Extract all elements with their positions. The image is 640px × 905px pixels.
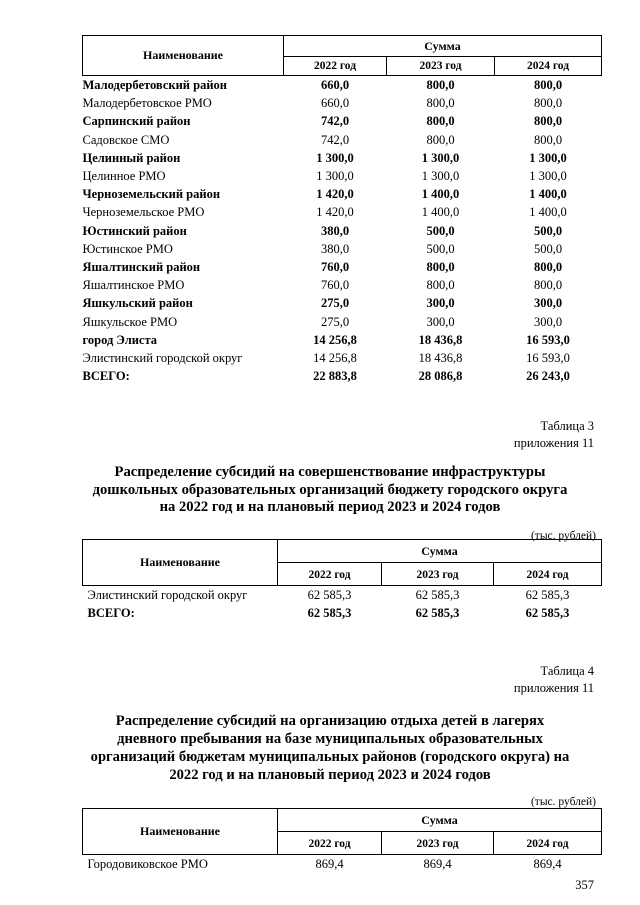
row-value: 28 086,8	[418, 369, 463, 384]
table-row	[83, 112, 602, 130]
subsidy-table-1	[82, 35, 602, 385]
row-value: 800,0	[426, 96, 455, 111]
row-value: 62 585,3	[415, 606, 460, 621]
column-header-year: 2023 год	[382, 832, 494, 855]
table-row	[83, 367, 602, 385]
column-header-year: 2022 год	[278, 563, 382, 586]
table-row	[83, 586, 602, 605]
row-name: Яшкульское РМО	[82, 314, 178, 329]
section-title	[60, 464, 600, 517]
column-header-sum: Сумма	[278, 809, 602, 832]
table-row	[83, 313, 602, 331]
column-header-name: Наименование	[83, 809, 278, 855]
row-name: Юстинское РМО	[82, 241, 173, 256]
table-body	[83, 855, 602, 874]
row-value: 760,0	[320, 260, 350, 275]
row-value: 62 585,3	[307, 606, 352, 621]
table-header	[83, 540, 602, 586]
table-row	[83, 331, 602, 349]
row-name: Элистинский городской округ	[82, 351, 243, 366]
column-header-year: 2023 год	[387, 57, 495, 76]
row-value: 500,0	[426, 223, 455, 238]
row-value: 800,0	[533, 96, 563, 111]
table-row	[83, 167, 602, 185]
row-name: ВСЕГО:	[82, 369, 130, 384]
title-line: Распределение субсидий на организацию отдыха детей в лагерях	[115, 713, 545, 729]
row-name: Яшалтинский район	[82, 260, 201, 275]
row-value: 62 585,3	[307, 588, 352, 602]
row-value: 742,0	[320, 114, 350, 129]
table-header	[83, 809, 602, 855]
table-row	[83, 276, 602, 294]
column-header-sum: Сумма	[284, 36, 602, 57]
row-value: 275,0	[320, 314, 350, 329]
row-name: Юстинский район	[82, 223, 187, 238]
column-header-year: 2024 год	[495, 57, 602, 76]
row-value: 16 593,0	[526, 332, 570, 347]
subsidy-table-4	[82, 808, 602, 873]
table-row	[83, 349, 602, 367]
table-row	[83, 604, 602, 622]
row-value: 800,0	[426, 114, 455, 129]
row-value: 26 243,0	[526, 369, 570, 384]
row-value: 300,0	[533, 296, 563, 311]
row-name: Черноземельский район	[82, 187, 221, 202]
row-value: 300,0	[533, 314, 563, 329]
column-header-sum: Сумма	[278, 540, 602, 563]
row-value: 275,0	[320, 296, 350, 311]
row-value: 18 436,8	[418, 332, 463, 347]
row-value: 16 593,0	[526, 351, 570, 366]
row-value: 800,0	[426, 78, 455, 92]
row-value: 1 420,0	[316, 187, 354, 202]
row-name: Яшалтинское РМО	[82, 278, 185, 293]
row-value: 742,0	[320, 132, 350, 147]
row-value: 869,4	[423, 857, 452, 871]
title-line: 2022 год и на плановый период 2023 и 2024 годов	[169, 767, 491, 783]
table-row	[83, 76, 602, 95]
row-value: 500,0	[426, 241, 455, 256]
table-body	[83, 586, 602, 623]
table-row	[83, 203, 602, 221]
row-value: 500,0	[533, 223, 563, 238]
row-value: 800,0	[533, 78, 563, 92]
subsidy-table-3	[82, 539, 602, 622]
column-header-year: 2022 год	[278, 832, 382, 855]
column-header-name: Наименование	[83, 36, 284, 76]
row-value: 869,4	[533, 857, 562, 871]
row-value: 1 400,0	[529, 205, 567, 220]
row-name: Садовское СМО	[82, 132, 170, 147]
row-value: 1 300,0	[421, 169, 460, 184]
title-line: дневного пребывания на базе муниципальных образовательных	[117, 731, 543, 747]
table-row	[83, 855, 602, 874]
row-value: 300,0	[426, 296, 455, 311]
row-value: 62 585,3	[525, 588, 570, 602]
row-value: 800,0	[533, 114, 563, 129]
appendix-ref: приложения 11	[513, 681, 594, 695]
appendix-ref: приложения 11	[513, 436, 594, 450]
row-name: Черноземельское РМО	[82, 205, 205, 220]
row-value: 1 300,0	[529, 150, 567, 165]
row-value: 800,0	[533, 132, 563, 147]
row-value: 1 420,0	[316, 205, 354, 220]
row-value: 1 400,0	[421, 187, 460, 202]
column-header-year: 2022 год	[284, 57, 387, 76]
row-value: 62 585,3	[415, 588, 460, 602]
row-value: 18 436,8	[418, 351, 463, 366]
table-row	[83, 240, 602, 258]
row-name: Яшкульский район	[82, 296, 193, 311]
table-row	[83, 185, 602, 203]
row-name: Малодербетовское РМО	[82, 96, 212, 111]
row-value: 300,0	[426, 314, 455, 329]
table-number: Таблица 4	[540, 664, 594, 678]
table-caption	[514, 663, 594, 697]
row-value: 800,0	[426, 278, 455, 293]
unit-label: (тыс. рублей)	[530, 796, 596, 808]
column-header-year: 2024 год	[494, 832, 602, 855]
row-name: Городовиковское РМО	[87, 857, 208, 871]
table-body	[83, 76, 602, 386]
row-value: 800,0	[426, 260, 455, 275]
row-value: 800,0	[533, 260, 563, 275]
table-row	[83, 149, 602, 167]
table-row	[83, 222, 602, 240]
section-title	[60, 712, 600, 784]
row-name: город Элиста	[82, 332, 158, 347]
table-row	[83, 94, 602, 112]
table-number: Таблица 3	[540, 419, 594, 433]
column-header-year: 2024 год	[494, 563, 602, 586]
row-value: 1 300,0	[421, 150, 460, 165]
row-name: Целинное РМО	[82, 169, 166, 184]
row-value: 800,0	[533, 278, 563, 293]
row-value: 500,0	[533, 241, 563, 256]
row-value: 1 300,0	[529, 169, 567, 184]
row-value: 869,4	[315, 857, 344, 871]
row-value: 760,0	[320, 278, 350, 293]
row-name: Малодербетовский район	[82, 78, 227, 92]
row-value: 1 300,0	[316, 150, 354, 165]
unit-label: (тыс. рублей)	[530, 530, 596, 542]
page-number: 357	[575, 878, 594, 892]
row-value: 800,0	[426, 132, 455, 147]
title-line: дошкольных образовательных организаций бюджету городского округа	[92, 481, 568, 498]
row-name: Сарпинский район	[82, 114, 191, 129]
row-value: 660,0	[320, 96, 350, 111]
column-header-year: 2023 год	[382, 563, 494, 586]
table-row	[83, 258, 602, 276]
row-value: 1 400,0	[529, 187, 567, 202]
row-value: 1 300,0	[316, 169, 354, 184]
row-value: 380,0	[320, 223, 350, 238]
row-value: 62 585,3	[525, 606, 570, 621]
table-caption	[514, 418, 594, 452]
row-name: Целинный район	[82, 150, 181, 165]
title-line: на 2022 год и на плановый период 2023 и 2024 годов	[159, 499, 501, 515]
row-value: 380,0	[320, 241, 350, 256]
title-line: Распределение субсидий на совершенствование инфраструктуры	[114, 464, 546, 480]
column-header-name: Наименование	[83, 540, 278, 586]
row-value: 1 400,0	[421, 205, 460, 220]
row-value: 22 883,8	[313, 369, 357, 384]
row-name: Элистинский городской округ	[87, 588, 248, 602]
table-row	[83, 294, 602, 312]
title-line: организаций бюджетам муниципальных районов (городского округа) на	[90, 749, 570, 765]
row-value: 660,0	[320, 78, 350, 92]
row-value: 14 256,8	[313, 332, 357, 347]
table-header	[83, 36, 602, 76]
row-name: ВСЕГО:	[87, 606, 135, 621]
table-row	[83, 131, 602, 149]
row-value: 14 256,8	[313, 351, 357, 366]
